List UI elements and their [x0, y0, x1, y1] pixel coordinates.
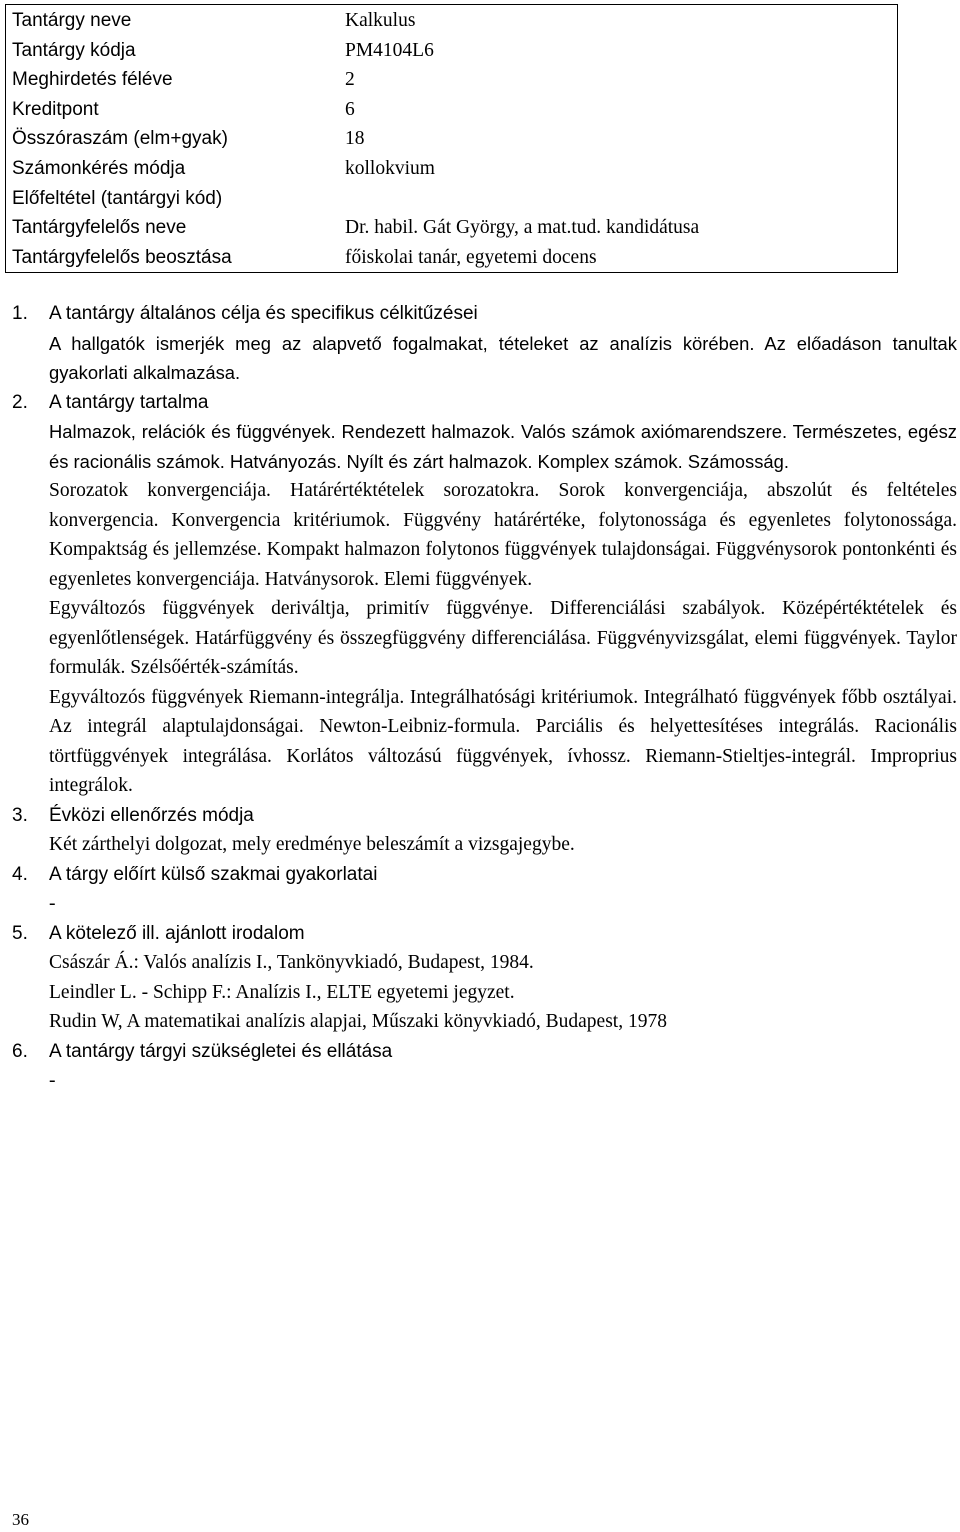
- info-row-responsible-position: [6, 243, 897, 273]
- info-value: 2: [345, 69, 355, 91]
- section-title: A tárgy előírt külső szakmai gyakorlatai: [49, 863, 378, 885]
- info-label: Számonkérés módja: [12, 158, 186, 180]
- info-row-assessment: [6, 154, 897, 184]
- section-number: 1.: [12, 303, 28, 324]
- paragraph: Egyváltozós függvények deriváltja, primitív függvénye. Differenciálási szabályok. Középértéktételek és egyenlőtlenségek. Határfüggvény és összegfüggvény differenciálása. Függvényvizsgálat, elemi függvények. Taylor formulák. Szélsőérték-számítás.: [49, 598, 957, 678]
- section-number: 2.: [12, 391, 28, 413]
- info-value: főiskolai tanár, egyetemi docens: [345, 246, 597, 268]
- info-label: Kreditpont: [12, 98, 99, 120]
- section-heading: [12, 388, 957, 418]
- info-value: Kalkulus: [345, 10, 416, 32]
- info-label: Összóraszám (elm+gyak): [12, 128, 228, 150]
- section-title: A kötelező ill. ajánlott irodalom: [49, 922, 305, 944]
- info-label: Tantárgyfelelős neve: [12, 217, 187, 239]
- info-label: Tantárgyfelelős beosztása: [12, 246, 232, 268]
- section-number: 3.: [12, 804, 28, 826]
- paragraph: Sorozatok konvergenciája. Határértéktételek sorozatokra. Sorok konvergenciája, abszolút és feltételes konvergencia. Konvergencia kritériumok. Függvény határértéke, folytonossága és egyenletes folytonossága. Kompaktság és jellemzése. Kompakt halmazon folytonos függvények tulajdonságai. Függvénysorok pontonkénti és egyenletes konvergenciája. Hatványsorok. Elemi függvények.: [49, 480, 957, 590]
- section-heading: [12, 299, 957, 329]
- section-body: [12, 948, 957, 1037]
- section-4: [12, 860, 957, 919]
- info-label: Tantárgy kódja: [12, 39, 136, 61]
- info-row-subject-name: [6, 6, 897, 36]
- section-title: Évközi ellenőrzés módja: [49, 804, 254, 826]
- info-row-semester: [6, 65, 897, 95]
- section-number: 6.: [12, 1040, 28, 1062]
- paragraph: Két zárthelyi dolgozat, mely eredménye beleszámít a vizsgajegybe.: [49, 834, 575, 855]
- section-6: [12, 1037, 957, 1096]
- page-number: 36: [12, 1510, 29, 1529]
- section-heading: [12, 860, 957, 890]
- section-5: [12, 919, 957, 1037]
- syllabus-sections: [12, 299, 957, 1096]
- paragraph: -: [49, 1070, 56, 1091]
- section-3: [12, 801, 957, 860]
- info-row-credits: [6, 95, 897, 125]
- section-number: 5.: [12, 922, 28, 944]
- section-title: A tantárgy tartalma: [49, 391, 209, 413]
- info-label: Tantárgy neve: [12, 10, 132, 32]
- info-value: 18: [345, 128, 365, 150]
- section-heading: [12, 801, 957, 831]
- info-row-prerequisite: [6, 184, 897, 214]
- section-number: 4.: [12, 863, 28, 885]
- section-2: [12, 388, 957, 801]
- info-value: 6: [345, 98, 355, 120]
- course-info-table: [5, 4, 898, 273]
- section-body: [12, 417, 957, 801]
- paragraph: Egyváltozós függvények Riemann-integrálja. Integrálhatósági kritériumok. Integrálható függvények főbb osztályai. Az integrál alaptulajdonságai. Newton-Leibniz-formula. Parciális és helyettesítéses integrálás. Racionális törtfüggvények integrálása. Korlátos változású függvények, ívhossz. Riemann-Stieltjes-integrál. Improprius integrálok.: [49, 686, 957, 796]
- info-label: Előfeltétel (tantárgyi kód): [12, 187, 223, 209]
- section-heading: [12, 1037, 957, 1067]
- reference-item: Császár Á.: Valós analízis I., Tankönyvkiadó, Budapest, 1984.: [49, 952, 534, 973]
- section-body: [12, 889, 957, 919]
- info-row-total-hours: [6, 124, 897, 154]
- info-label: Meghirdetés féléve: [12, 69, 173, 91]
- info-value: Dr. habil. Gát György, a mat.tud. kandidátusa: [345, 217, 700, 239]
- paragraph: Halmazok, relációk és függvények. Rendezett halmazok. Valós számok axiómarendszere. Természetes, egész és racionális számok. Hatványozás. Nyílt és zárt halmazok. Komplex számok. Számosság.: [49, 421, 957, 472]
- info-row-subject-code: [6, 36, 897, 66]
- reference-item: Leindler L. - Schipp F.: Analízis I., ELTE egyetemi jegyzet.: [49, 981, 515, 1003]
- info-row-responsible-name: [6, 213, 897, 243]
- section-body: [12, 1066, 957, 1096]
- info-value: PM4104L6: [345, 39, 434, 61]
- section-title: A tantárgy általános célja és specifikus célkitűzései: [49, 303, 478, 324]
- paragraph: -: [49, 893, 56, 914]
- section-title: A tantárgy tárgyi szükségletei és ellátása: [49, 1040, 393, 1062]
- paragraph: A hallgatók ismerjék meg az alapvető fogalmakat, tételeket az analízis körében. Az előadáson tanultak gyakorlati alkalmazása.: [49, 332, 957, 383]
- section-1: [12, 299, 957, 388]
- section-heading: [12, 919, 957, 949]
- info-value: kollokvium: [345, 158, 435, 180]
- section-body: [12, 830, 957, 860]
- reference-item: Rudin W, A matematikai analízis alapjai, Műszaki könyvkiadó, Budapest, 1978: [49, 1011, 667, 1032]
- section-body: [12, 329, 957, 388]
